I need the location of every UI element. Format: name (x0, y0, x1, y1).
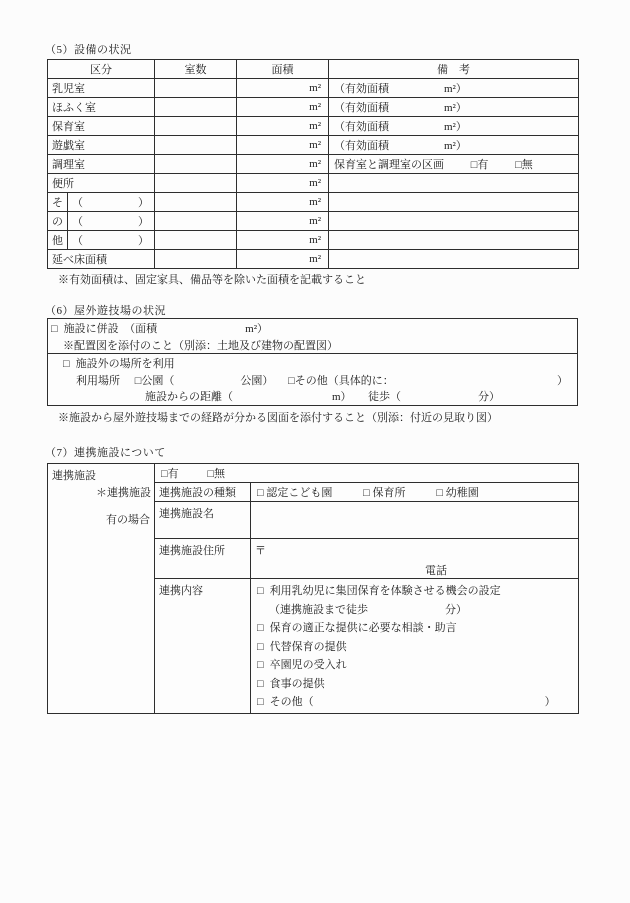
item-label: 代替保育の提供 (269, 640, 347, 653)
offsite-section (48, 354, 577, 406)
rooms-input-cell[interactable] (155, 174, 237, 193)
checkbox-park[interactable]: □公園（ 公園） (134, 374, 274, 387)
checkbox-kindergarten[interactable]: □ 幼稚園 (436, 487, 479, 499)
presence-cell (155, 464, 579, 483)
onsite-section (48, 319, 577, 354)
col-header-area: 面積 (237, 60, 329, 79)
remark-cell (329, 250, 579, 269)
table-row-other-1 (48, 193, 579, 212)
checkbox-item-meals[interactable] (257, 675, 574, 694)
section7-title: （7）連携施設について (45, 447, 166, 459)
table-row-play (48, 136, 579, 155)
unit-label: m² (309, 196, 321, 208)
row-label: 延べ床面積 (48, 250, 155, 269)
equipment-table (47, 59, 579, 269)
checkbox-partition-yes[interactable]: □有 (470, 159, 489, 171)
checkbox-item-other[interactable] (257, 693, 574, 712)
unit-label: m² (309, 215, 321, 227)
partner-content-list (251, 579, 579, 714)
outdoor-playground-box (47, 318, 578, 406)
row-label: 乳児室 (48, 79, 155, 98)
checkbox-icon[interactable]: □ (257, 659, 264, 671)
remark-effective-area: （有効面積 m²） (329, 79, 579, 98)
area-input-cell[interactable] (237, 98, 329, 117)
table-row-toilet (48, 174, 579, 193)
checkbox-icon[interactable]: □ (257, 585, 264, 597)
rooms-input-cell[interactable] (155, 155, 237, 174)
unit-label: m² (309, 101, 321, 113)
checkbox-item-substitute-care[interactable] (257, 638, 574, 657)
area-input-cell[interactable] (237, 174, 329, 193)
onsite-label: 施設に併設 (63, 323, 119, 335)
row-label: 調理室 (48, 155, 155, 174)
item-label: その他（ ） (269, 696, 556, 708)
checkbox-item-group-care[interactable] (257, 582, 574, 601)
distance-line[interactable]: 施設からの距離（ m） 徒歩（ 分） (145, 391, 501, 403)
table-row-kitchen (48, 155, 579, 174)
effective-area-note: ※有効面積は、固定家具、備品等を除いた面積を記載すること (58, 274, 366, 286)
table-row-total-floor (48, 250, 579, 269)
remark-effective-area: （有効面積 m²） (329, 98, 579, 117)
checkbox-partition-no[interactable]: □無 (515, 159, 533, 171)
partition-remark (329, 155, 579, 174)
unit-label: m² (309, 177, 321, 189)
partner-facility-table (47, 463, 579, 714)
other-name-input-cell[interactable]: （ ） (68, 212, 155, 231)
offsite-label: 施設外の場所を利用 (75, 358, 175, 370)
partner-content-label: 連携内容 (155, 579, 251, 714)
unit-label: m² (309, 253, 321, 265)
place-label: 利用場所 (76, 374, 120, 387)
col-header-category: 区分 (48, 60, 155, 79)
other-label-char: の (48, 212, 68, 231)
col-header-remarks: 備 考 (329, 60, 579, 79)
table-row-crawling (48, 98, 579, 117)
rooms-input-cell[interactable] (155, 98, 237, 117)
rooms-input-cell[interactable] (155, 231, 237, 250)
rooms-input-cell[interactable] (155, 212, 237, 231)
checkbox-nursery[interactable]: □ 保育所 (363, 487, 406, 499)
table-row-nursery (48, 79, 579, 98)
unit-label: m² (309, 120, 321, 132)
unit-label: m² (309, 158, 321, 170)
section5-title: （5）設備の状況 (45, 44, 132, 56)
checkbox-icon[interactable]: □ (257, 677, 264, 690)
other-name-input-cell[interactable]: （ ） (68, 193, 155, 212)
area-input-cell[interactable] (237, 231, 329, 250)
col-header-rooms: 室数 (155, 60, 237, 79)
area-input-cell[interactable] (237, 117, 329, 136)
checkbox-icon[interactable]: □ (257, 622, 264, 634)
rooms-input-cell[interactable] (155, 250, 237, 269)
area-input-cell[interactable] (237, 79, 329, 98)
checkbox-partner-no[interactable]: □無 (207, 468, 226, 480)
remark-cell (329, 193, 579, 212)
item-label: 卒園児の受入れ (269, 659, 347, 671)
unit-label: m² (309, 82, 321, 94)
offsite-line (48, 356, 577, 373)
section6-title: （6）屋外遊技場の状況 (45, 305, 166, 317)
partner-facility-sublabel: ＊連携施設 (96, 487, 151, 499)
other-place-close-paren: ） (557, 374, 568, 387)
equipment-header-row (48, 60, 579, 79)
remark-effective-area: （有効面積 m²） (329, 117, 579, 136)
onsite-area-field[interactable]: （面積 m²） (118, 323, 269, 335)
place-line (48, 373, 577, 390)
item-label: 利用乳幼児に集団保育を体験させる機会の設定 (269, 585, 501, 597)
if-present-label: 有の場合 (106, 514, 150, 526)
remark-cell (329, 174, 579, 193)
checkbox-item-consult[interactable] (257, 619, 574, 638)
checkbox-icon[interactable]: □ (257, 696, 264, 708)
partner-facility-label: 連携施設 (52, 470, 96, 482)
unit-label: m² (309, 139, 321, 151)
row-label: 遊戯室 (48, 136, 155, 155)
table-row-other-2 (48, 212, 579, 231)
item-label: 食事の提供 (269, 677, 325, 690)
checkbox-other-place[interactable]: □その他（具体的に： (288, 374, 394, 387)
row-label: 保育室 (48, 117, 155, 136)
area-input-cell[interactable] (237, 136, 329, 155)
partner-name-input-cell[interactable] (251, 502, 579, 539)
partition-remark-label: 保育室と調理室の区画 (334, 159, 444, 171)
rooms-input-cell[interactable] (155, 79, 237, 98)
postal-mark: 〒 (255, 545, 266, 557)
unit-label: m² (309, 234, 321, 246)
rooms-input-cell[interactable] (155, 117, 237, 136)
other-name-input-cell[interactable]: （ ） (68, 231, 155, 250)
checkbox-certified-center[interactable]: □ 認定こども園 (257, 487, 333, 499)
partner-presence-row (48, 464, 579, 483)
table-row-other-3 (48, 231, 579, 250)
checkbox-icon[interactable]: □ (257, 640, 264, 653)
area-input-cell[interactable] (237, 212, 329, 231)
checkbox-offsite-icon[interactable]: □ (63, 358, 70, 370)
rooms-input-cell[interactable] (155, 136, 237, 155)
table-row-childcare (48, 117, 579, 136)
area-input-cell[interactable] (237, 155, 329, 174)
row-label: 便所 (48, 174, 155, 193)
remark-cell (329, 231, 579, 250)
partner-address-label: 連携施設住所 (155, 539, 251, 579)
remark-effective-area: （有効面積 m²） (329, 136, 579, 155)
onsite-line (48, 321, 577, 338)
area-input-cell[interactable] (237, 250, 329, 269)
route-map-note: ※施設から屋外遊技場までの経路が分かる図面を添付すること（別添：付近の見取り図） (58, 412, 498, 424)
partner-left-header-cell (48, 464, 155, 714)
checkbox-partner-yes[interactable]: □有 (161, 468, 179, 480)
phone-label: 電話 (425, 565, 447, 577)
partner-address-input-cell[interactable] (251, 539, 579, 579)
rooms-input-cell[interactable] (155, 193, 237, 212)
partner-kind-label: 連携施設の種類 (155, 483, 251, 502)
partner-kind-options (251, 483, 579, 502)
item-label: 保育の適正な提供に必要な相談・助言 (269, 622, 457, 634)
other-label-char: 他 (48, 231, 68, 250)
layout-attach-note: ※配置図を添付のこと（別添：土地及び建物の配置図） (63, 339, 338, 352)
remark-cell (329, 212, 579, 231)
checkbox-onsite-icon[interactable]: □ (51, 323, 58, 335)
checkbox-item-graduates[interactable] (257, 656, 574, 675)
other-label-char: そ (48, 193, 68, 212)
row-label: ほふく室 (48, 98, 155, 117)
walk-minutes-field[interactable]: （連携施設まで徒歩 分） (269, 603, 467, 616)
area-input-cell[interactable] (237, 193, 329, 212)
partner-name-label: 連携施設名 (155, 502, 251, 539)
